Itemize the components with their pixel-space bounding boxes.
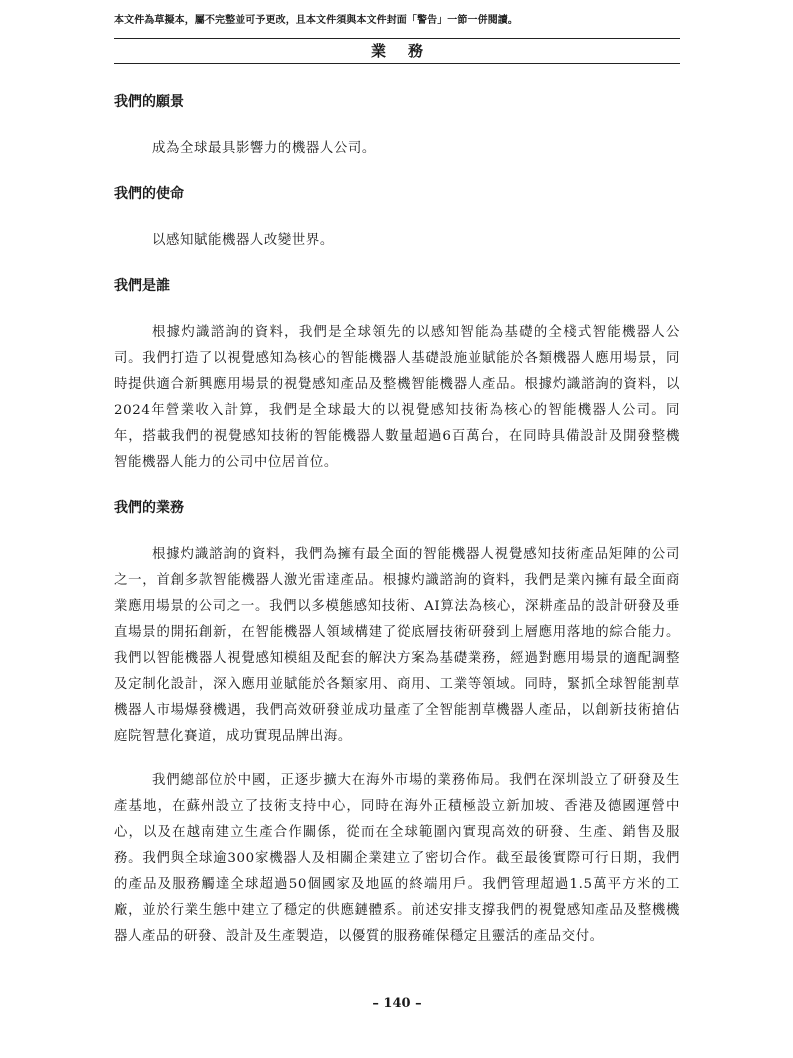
header-rule-bottom — [114, 63, 680, 64]
page-number: – 140 – — [372, 996, 422, 1011]
paragraph-mission: 以感知賦能機器人改變世界。 — [152, 233, 334, 248]
heading-vision: 我們的願景 — [114, 94, 184, 110]
draft-disclaimer: 本文件為草擬本，屬不完整並可予更改，且本文件須與本文件封面「警告」一節一併閱讀。 — [114, 15, 518, 26]
paragraph-business-1: 根據灼識諮詢的資料，我們為擁有最全面的智能機器人視覺感知技術產品矩陣的公司之一，首創多款智能機器人激光雷達產品。根據灼識諮詢的資料，我們是業內擁有最全面商業應用場景的公司之一。我們以多模態感知技術、AI算法為核心，深耕產品的設計研發及垂直場景的開拓創新，在智能機器人領域構建了從底層技術研發到上層應用落地的綜合能力。我們以智能機器人視覺感知模組及配套的解決方案為基礎業務，經過對應用場景的適配調整及定制化設計，深入應用並賦能於各類家用、商用、工業等領域。同時，緊抓全球智能割草機器人市場爆發機遇，我們高效研發並成功量產了全智能割草機器人產品，以創新技術搶佔庭院智慧化賽道，成功實現品牌出海。 — [114, 547, 680, 744]
paragraph-vision: 成為全球最具影響力的機器人公司。 — [152, 141, 376, 156]
heading-mission: 我們的使命 — [114, 186, 184, 202]
header-rule-top — [114, 38, 680, 39]
paragraph-who-we-are: 根據灼識諮詢的資料，我們是全球領先的以感知智能為基礎的全棧式智能機器人公司。我們打造了以視覺感知為核心的智能機器人基礎設施並賦能於各類機器人應用場景，同時提供適合新興應用場景的視覺感知產品及整機智能機器人產品。根據灼識諮詢的資料，以2024年營業收入計算，我們是全球最大的以視覺感知技術為核心的智能機器人公司。同年，搭載我們的視覺感知技術的智能機器人數量超過6百萬台，在同時具備設計及開發整機智能機器人能力的公司中位居首位。 — [114, 325, 680, 470]
document-body — [114, 88, 680, 950]
section-header: 業務 — [370, 42, 445, 60]
heading-our-business: 我們的業務 — [114, 500, 184, 516]
heading-who-we-are: 我們是誰 — [114, 278, 170, 294]
paragraph-business-2: 我們總部位於中國，正逐步擴大在海外市場的業務佈局。我們在深圳設立了研發及生產基地，在蘇州設立了技術支持中心，同時在海外正積極設立新加坡、香港及德國運營中心，以及在越南建立生產合作關係，從而在全球範圍內實現高效的研發、生產、銷售及服務。我們與全球逾300家機器人及相關企業建立了密切合作。截至最後實際可行日期，我們的產品及服務觸達全球超過50個國家及地區的終端用戶。我們管理超過1.5萬平方米的工廠，並於行業生態中建立了穩定的供應鏈體系。前述安排支撐我們的視覺感知產品及整機機器人產品的研發、設計及生產製造，以優質的服務確保穩定且靈活的產品交付。 — [114, 773, 680, 944]
